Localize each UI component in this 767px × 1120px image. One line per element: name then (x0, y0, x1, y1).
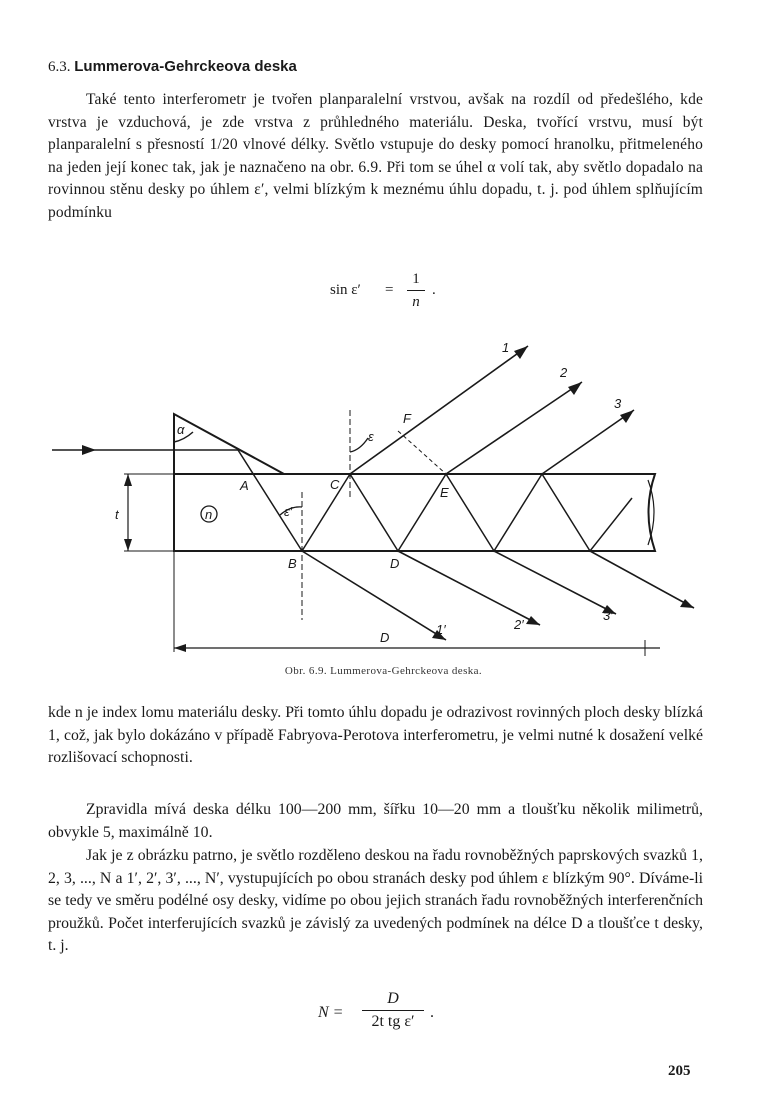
equation2-period: . (430, 1004, 434, 1021)
label-beam-1p: 1′ (436, 622, 446, 637)
paragraph-intro: Také tento interferometr je tvořen planparalelní vrstvou, avšak na rozdíl od předešlého, kde vrstva je vzduchová, je zde vrstva z průhledného materiálu. Deska, tvořící vrstvu, musí být planparalelní s přesností 1/20 vlnové délky. Světlo vstupuje do desky pomocí hranolku, přitmeleného na jeden její konec tak, jak je naznačeno na obr. 6.9. Při tom se úhel α volí tak, aby světlo dopadalo na rovinnou stěnu desky po úhlem ε′, velmi blízkým k meznému úhlu dopadu, t. j. pod úhlem splňujícím podmínku (48, 91, 703, 221)
label-beam-2p: 2′ (514, 617, 524, 632)
label-B: B (288, 556, 297, 571)
section-heading (48, 58, 297, 76)
exit-ray-4p (590, 551, 694, 608)
arrow-2-icon (568, 382, 582, 395)
incoming-arrow-icon (82, 445, 96, 455)
length-arrow-left-icon (174, 644, 186, 652)
zigzag-path (238, 450, 632, 551)
fraction-numerator: 1 (412, 271, 420, 287)
label-alpha: α (177, 422, 185, 437)
equation-lhs: sin ε′ (330, 282, 361, 298)
exit-ray-3 (542, 410, 634, 474)
equation2-fraction (362, 990, 424, 1031)
exit-ray-1 (350, 346, 528, 474)
figure-caption: Obr. 6.9. Lummerova-Gehrckeova deska. (284, 665, 483, 677)
equation2-lhs: N = (318, 1004, 344, 1021)
page-number: 205 (668, 1063, 691, 1079)
arrow-2p-icon (526, 616, 540, 625)
arrow-4p-icon (680, 599, 694, 608)
fraction2-denominator: 2t tg ε′ (371, 1013, 415, 1030)
equation-period: . (432, 282, 436, 298)
paragraph-dimensions: Zpravidla mívá deska délku 100—200 mm, šířku 10—20 mm a tloušťku několik milimetrů, obvykle 5, maximálně 10. (48, 801, 703, 841)
exit-ray-2p (398, 551, 540, 625)
label-E: E (440, 485, 449, 500)
label-F: F (403, 411, 411, 426)
label-n: n (205, 507, 213, 522)
label-A: A (240, 478, 249, 493)
label-C: C (330, 477, 340, 492)
arrow-3-icon (620, 410, 634, 423)
label-beam-3: 3 (614, 396, 622, 411)
prism (174, 414, 284, 474)
label-eps: ε (368, 429, 374, 444)
figure-lummer-gehrcke-plate (0, 330, 767, 665)
equation-equals: = (385, 282, 394, 298)
label-beam-1: 1 (502, 340, 510, 355)
paragraph-index: kde n je index lomu materiálu desky. Při tomto úhlu dopadu je odrazivost rovinných ploch desky blízká 1, což, jak bylo dokázáno v případě Fabryova-Perotova interferometru, je velmi nutné k dosažení velké rozlišovací schopnosti. (48, 704, 703, 767)
label-D: D (390, 556, 400, 571)
fraction2-bar (362, 1010, 424, 1011)
section-number: 6.3. (48, 59, 71, 75)
label-length-D: D (380, 630, 390, 645)
exit-ray-3p (494, 551, 616, 614)
fraction-denominator: n (412, 294, 420, 310)
equation-beam-count (318, 990, 458, 1040)
wavefront-CF (398, 431, 446, 474)
label-eps-prime: ε′ (284, 504, 293, 519)
fraction2-numerator: D (387, 990, 399, 1007)
section-title: Lummerova-Gehrckeova deska (74, 58, 297, 75)
thickness-arrow-top-icon (124, 474, 132, 486)
label-beam-2: 2 (560, 365, 568, 380)
equation-fraction (407, 270, 425, 311)
label-t: t (115, 507, 119, 522)
paragraph-beams: Jak je z obrázku patrno, je světlo rozděleno deskou na řadu rovnoběžných paprskových svazků 1, 2, 3, ..., N a 1′, 2′, 3′, ..., N′, vystupujících po obou stranách desky pod úhlem ε blízkým 90°. Díváme-li se tedy ve směru podélné osy desky, vidíme po obou jejich stranách řadu rovnoběžných interferenčních proužků. Počet interferujících svazků je závislý za uvedených podmínek na délce D a tloušťce t desky, t. j. (48, 847, 703, 955)
label-beam-3p: 3′ (603, 608, 613, 623)
fraction-bar (407, 290, 425, 291)
thickness-arrow-bottom-icon (124, 539, 132, 551)
arrow-1-icon (514, 346, 528, 359)
eps-arc (350, 438, 368, 452)
